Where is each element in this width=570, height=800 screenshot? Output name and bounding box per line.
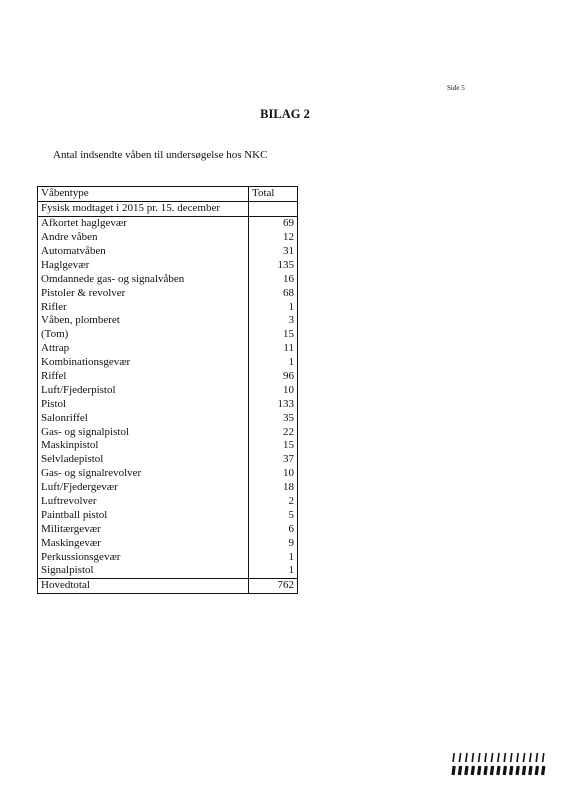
table-row [38,522,298,536]
weapon-total-cell: 15 [249,328,298,342]
barcode-stroke [523,766,524,775]
section-total-empty [249,201,298,216]
barcode-mark [451,752,548,777]
weapon-type-cell: Maskingevær [38,536,249,550]
barcode-stroke [536,753,537,762]
barcode-stroke [459,766,460,775]
barcode-stroke [511,753,512,762]
weapon-total-cell: 11 [249,342,298,356]
barcode-stroke [472,766,473,775]
barcode-stroke [459,753,460,762]
weapon-total-cell: 6 [249,522,298,536]
table-row [38,536,298,550]
weapon-total-cell: 31 [249,245,298,259]
weapon-total-cell: 35 [249,411,298,425]
grand-total-label: Hovedtotal [38,578,249,593]
section-label: Fysisk modtaget i 2015 pr. 15. december [38,201,249,216]
barcode-stroke [472,753,473,762]
table-row [38,481,298,495]
table-caption: Antal indsendte våben til undersøgelse hos NKC [53,149,268,161]
table-row [38,314,298,328]
barcode-stroke [498,753,499,762]
table-row [38,258,298,272]
weapon-total-cell: 22 [249,425,298,439]
weapon-type-cell: Andre våben [38,231,249,245]
weapon-type-cell: Signalpistol [38,564,249,578]
weapon-total-cell: 9 [249,536,298,550]
barcode-stroke [453,766,454,775]
weapon-type-cell: Rifler [38,300,249,314]
table-row [38,370,298,384]
table-row [38,383,298,397]
weapon-type-cell: Automatvåben [38,245,249,259]
weapon-type-cell: Pistoler & revolver [38,286,249,300]
barcode-stroke [517,766,518,775]
weapon-type-cell: Luft/Fjederpistol [38,383,249,397]
weapon-total-cell: 1 [249,356,298,370]
barcode-stroke [543,753,544,762]
barcode-stroke [466,766,467,775]
weapon-type-cell: Riffel [38,370,249,384]
table-row [38,356,298,370]
page-number: Side 5 [447,84,465,92]
weapon-type-cell: Attrap [38,342,249,356]
weapon-type-cell: Haglgevær [38,258,249,272]
grand-total-row [38,578,298,593]
table-header-row [38,187,298,202]
weapon-total-cell: 1 [249,300,298,314]
barcode-stroke [498,766,499,775]
weapon-type-cell: Afkortet haglgevær [38,216,249,230]
weapon-total-cell: 37 [249,453,298,467]
table-row [38,216,298,230]
weapon-type-cell: Pistol [38,397,249,411]
weapon-type-cell: Kombinationsgevær [38,356,249,370]
barcode-stroke [491,753,492,762]
weapon-type-cell: Maskinpistol [38,439,249,453]
weapon-total-cell: 3 [249,314,298,328]
weapons-table [37,186,298,594]
weapon-total-cell: 16 [249,272,298,286]
table-row [38,453,298,467]
weapon-total-cell: 5 [249,508,298,522]
table-row [38,495,298,509]
barcode-stroke [491,766,492,775]
barcode-stroke [530,753,531,762]
weapon-total-cell: 135 [249,258,298,272]
table-row [38,397,298,411]
weapon-type-cell: Gas- og signalrevolver [38,467,249,481]
table-row [38,564,298,578]
table-row [38,508,298,522]
weapon-type-cell: Luft/Fjedergevær [38,481,249,495]
table-row [38,300,298,314]
table-row [38,439,298,453]
barcode-stroke [523,753,524,762]
weapon-total-cell: 1 [249,564,298,578]
weapon-total-cell: 18 [249,481,298,495]
barcode-stroke [530,766,531,775]
weapon-total-cell: 2 [249,495,298,509]
weapon-type-cell: Salonriffel [38,411,249,425]
barcode-stroke [479,753,480,762]
weapon-type-cell: Perkussionsgevær [38,550,249,564]
barcode-stroke [479,766,480,775]
barcode-stroke [485,753,486,762]
weapon-type-cell: Militærgevær [38,522,249,536]
weapon-total-cell: 12 [249,231,298,245]
weapon-type-cell: Selvladepistol [38,453,249,467]
page-title: BILAG 2 [260,107,310,121]
table-row [38,245,298,259]
weapon-total-cell: 1 [249,550,298,564]
barcode-stroke [511,766,512,775]
grand-total-value: 762 [249,578,298,593]
weapon-type-cell: Gas- og signalpistol [38,425,249,439]
column-header-total: Total [249,187,298,202]
table-row [38,231,298,245]
weapon-total-cell: 10 [249,383,298,397]
table-row [38,272,298,286]
column-header-type: Våbentype [38,187,249,202]
weapon-total-cell: 15 [249,439,298,453]
table-row [38,425,298,439]
barcode-stroke [504,753,505,762]
table-row [38,467,298,481]
weapon-total-cell: 68 [249,286,298,300]
weapon-type-cell: (Tom) [38,328,249,342]
weapon-total-cell: 69 [249,216,298,230]
weapon-total-cell: 96 [249,370,298,384]
table-row [38,328,298,342]
weapon-total-cell: 133 [249,397,298,411]
section-row [38,201,298,216]
barcode-stroke [543,766,544,775]
weapon-type-cell: Omdannede gas- og signalvåben [38,272,249,286]
barcode-stroke [485,766,486,775]
table-row [38,411,298,425]
table-row [38,342,298,356]
weapon-total-cell: 10 [249,467,298,481]
weapon-type-cell: Paintball pistol [38,508,249,522]
barcode-stroke [504,766,505,775]
weapon-type-cell: Luftrevolver [38,495,249,509]
barcode-stroke [536,766,537,775]
barcode-stroke [453,753,454,762]
barcode-stroke [466,753,467,762]
table-row [38,286,298,300]
barcode-stroke [517,753,518,762]
weapon-type-cell: Våben, plomberet [38,314,249,328]
table-row [38,550,298,564]
